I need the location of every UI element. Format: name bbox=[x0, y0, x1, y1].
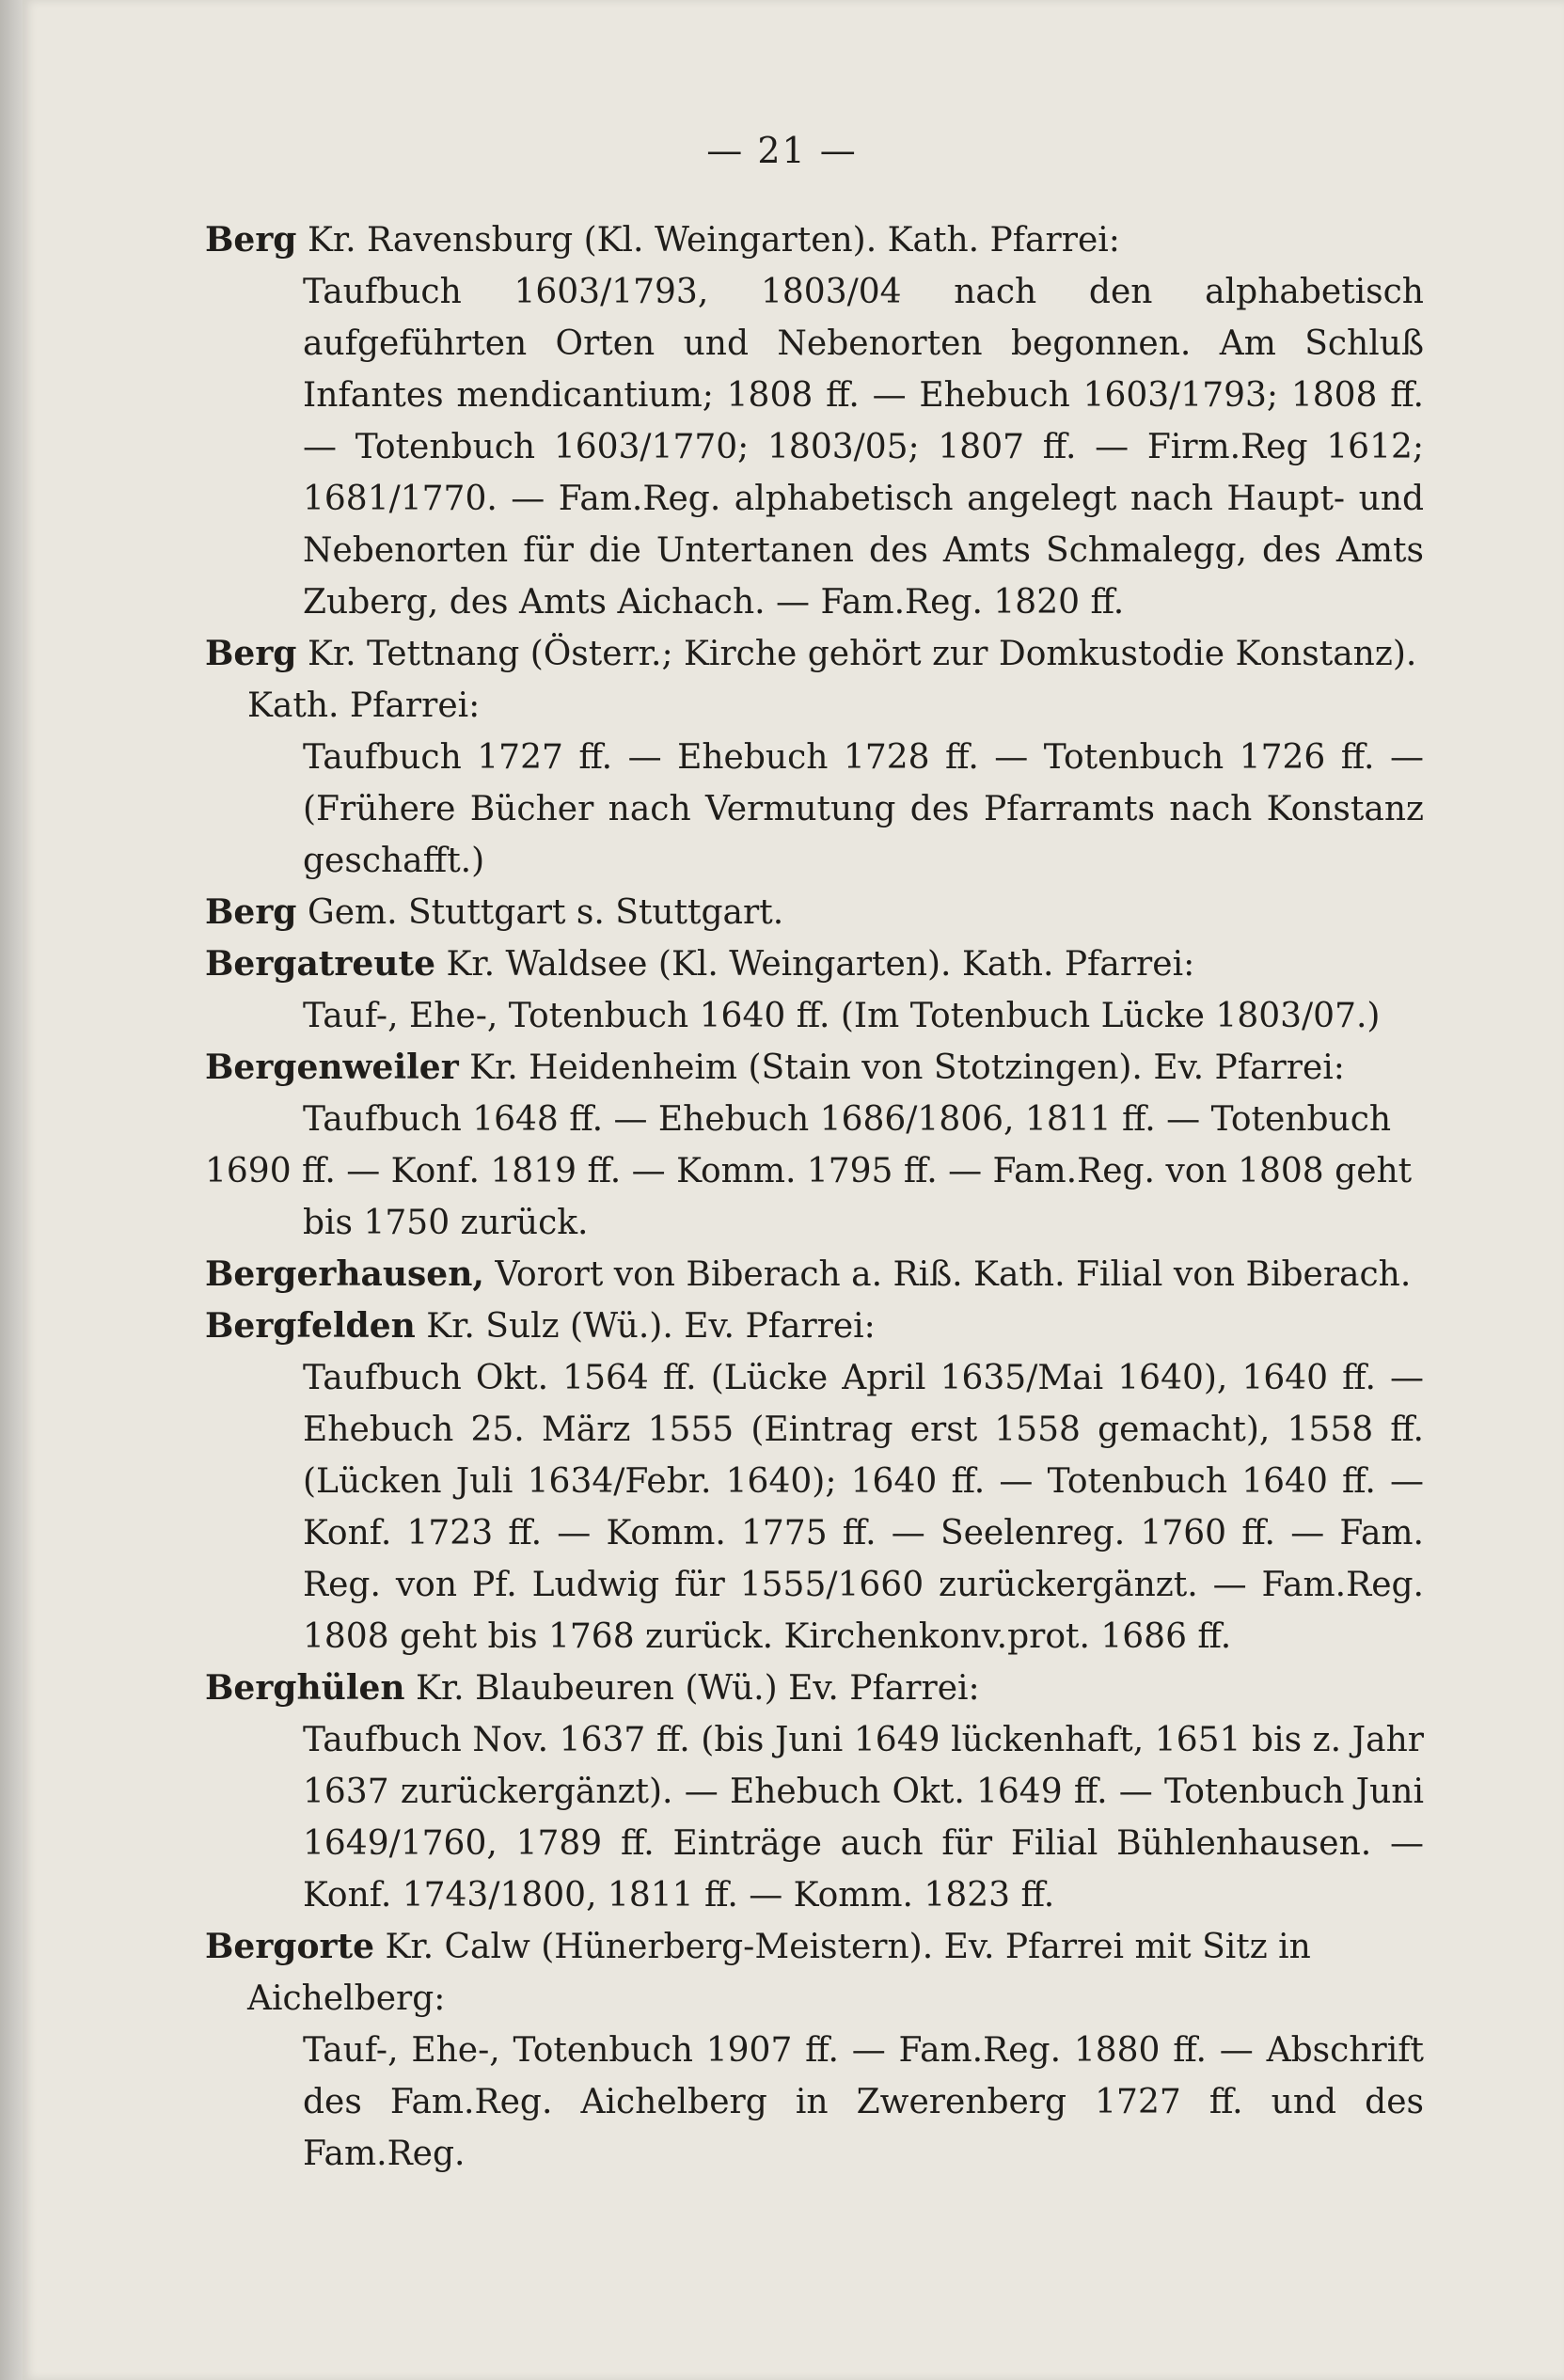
entry-head-text: Vorort von Biberach a. Riß. Kath. Filial von Biberach. bbox=[495, 1255, 1412, 1294]
entry-headword: Bergerhausen, bbox=[205, 1254, 484, 1294]
entry-head-text: Kr. Sulz (Wü.). Ev. Pfarrei: bbox=[426, 1307, 876, 1346]
entry-headword: Bergfelden bbox=[205, 1306, 416, 1346]
entry-head-text: Kr. Ravensburg (Kl. Weingarten). Kath. Pfarrei: bbox=[307, 221, 1120, 260]
entry-body: Taufbuch 1727 ff. — Ehebuch 1728 ff. — Totenbuch 1726 ff. — (Frühere Bücher nach Vermutung des Pfarramts nach Konstanz geschafft.) bbox=[303, 738, 1424, 880]
entry-headword: Bergorte bbox=[205, 1927, 374, 1966]
entry-bergatreute bbox=[205, 938, 1424, 1042]
entry-headword: Bergatreute bbox=[205, 944, 436, 984]
entry-head-text: Kr. Waldsee (Kl. Weingarten). Kath. Pfarrei: bbox=[446, 945, 1195, 984]
entry-head-text: Gem. Stuttgart s. Stuttgart. bbox=[307, 893, 784, 932]
entry-body-outdented-line: 1690 ff. — Konf. 1819 ff. — Komm. 1795 ff. — Fam.Reg. von 1808 geht bbox=[205, 1152, 1413, 1190]
entry-headword: Bergenweiler bbox=[205, 1048, 459, 1087]
entry-headword: Berghülen bbox=[205, 1668, 405, 1708]
entry-head-continuation: Kath. Pfarrei: bbox=[247, 686, 481, 725]
entry-body-last-line: bis 1750 zurück. bbox=[303, 1204, 589, 1242]
entry-berghuelen bbox=[205, 1663, 1424, 1921]
entry-headword: Berg bbox=[205, 892, 297, 932]
entry-head-text: Kr. Calw (Hünerberg-Meistern). Ev. Pfarrei mit Sitz in bbox=[385, 1928, 1311, 1966]
book-gutter bbox=[0, 0, 23, 2380]
entry-berg-ravensburg bbox=[205, 214, 1424, 628]
entry-body-first-line: Taufbuch 1648 ff. — Ehebuch 1686/1806, 1811 ff. — Totenbuch bbox=[303, 1100, 1392, 1139]
entry-head-text: Kr. Heidenheim (Stain von Stotzingen). Ev. Pfarrei: bbox=[469, 1048, 1345, 1087]
entry-body: Taufbuch 1603/1793, 1803/04 nach den alphabetisch aufgeführten Orten und Nebenorten begonnen. Am Schluß Infantes mendicantium; 1808 ff. — Ehebuch 1603/1793; 1808 ff. — Totenbuch 1603/1770; 1803/05; 1807 ff. — Firm.Reg 1612; 1681/1770. — Fam.Reg. alphabetisch angelegt nach Haupt- und Nebenorten für die Untertanen des Amts Schmalegg, des Amts Zuberg, des Amts Aichach. — Fam.Reg. 1820 ff. bbox=[303, 273, 1424, 622]
entry-body: Tauf-, Ehe-, Totenbuch 1907 ff. — Fam.Reg. 1880 ff. — Abschrift des Fam.Reg. Aichelberg in Zwerenberg 1727 ff. und des Fam.Reg. bbox=[303, 2031, 1424, 2173]
entry-head-continuation: Aichelberg: bbox=[247, 1979, 446, 2018]
entry-bergorte bbox=[205, 1921, 1424, 2180]
entry-body: Taufbuch Okt. 1564 ff. (Lücke April 1635/Mai 1640), 1640 ff. — Ehebuch 25. März 1555 (Eintrag erst 1558 gemacht), 1558 ff. (Lücken Juli 1634/Febr. 1640); 1640 ff. — Totenbuch 1640 ff. — Konf. 1723 ff. — Komm. 1775 ff. — Seelenreg. 1760 ff. — Fam. Reg. von Pf. Ludwig für 1555/1660 zurückergänzt. — Fam.Reg. 1808 geht bis 1768 zurück. Kirchenkonv.prot. 1686 ff. bbox=[303, 1359, 1424, 1656]
entry-berg-tettnang bbox=[205, 628, 1424, 887]
entry-berg-stuttgart bbox=[205, 887, 1424, 938]
entry-head-text: Kr. Blaubeuren (Wü.) Ev. Pfarrei: bbox=[416, 1669, 980, 1708]
entry-body: Taufbuch Nov. 1637 ff. (bis Juni 1649 lückenhaft, 1651 bis z. Jahr 1637 zurückergänzt). — Ehebuch Okt. 1649 ff. — Totenbuch Juni 1649/1760, 1789 ff. Einträge auch für Filial Bühlenhausen. — Konf. 1743/1800, 1811 ff. — Komm. 1823 ff. bbox=[303, 1721, 1424, 1915]
entry-bergenweiler bbox=[205, 1042, 1424, 1249]
entry-body: Tauf-, Ehe-, Totenbuch 1640 ff. (Im Totenbuch Lücke 1803/07.) bbox=[303, 997, 1381, 1035]
entry-headword: Berg bbox=[205, 220, 297, 260]
entry-bergfelden bbox=[205, 1300, 1424, 1663]
entry-headword: Berg bbox=[205, 634, 297, 673]
entry-bergerhausen bbox=[205, 1249, 1424, 1300]
page-content bbox=[205, 214, 1424, 2180]
entry-head-text: Kr. Tettnang (Österr.; Kirche gehört zur Domkustodie Konstanz). bbox=[307, 635, 1417, 673]
page-number: — 21 — bbox=[706, 130, 858, 171]
